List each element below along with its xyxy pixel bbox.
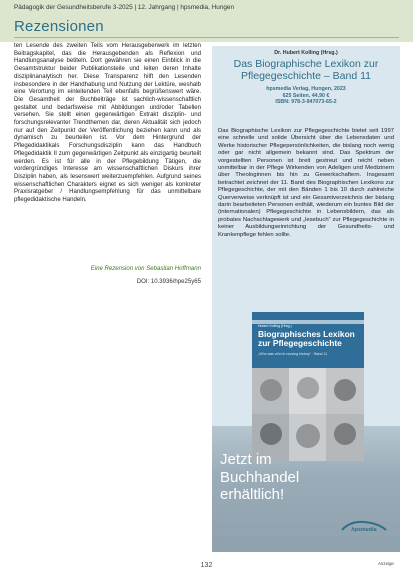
ad-label: Anzeige [378,561,394,566]
journal-info: Pädagogik der Gesundheitsberufe 3-2025 | 12. Jahrgang | hpsmedia, Hungen [14,4,235,11]
hpsmedia-logo [340,519,388,533]
book-advertisement [212,46,400,552]
review-text-column [14,43,201,205]
ad-title-line: Das Biographische Lexikon zur [233,58,379,70]
review-paragraph: ten Lesende des zweiten Teils vom Herausgeberwerk im letzten Beitragskapitel, das die Herausgebenden als Reflexion und Handlungsanalyse betiteln. Dort gewähren sie einen Einblick in die Gesamtstruktur beider Publikationsteile und leiten deren Inhalte disziplinanalytisch her. Diese Transparenz hilft den Lesenden insbesondere in der Handhabung und Nutzung der Lektüre, weshalb eine Verortung im einleitenden Teil ebenfalls begrüßenswert wäre. Die Gesamtheit der Buchbeiträge ist sachlich-wissenschaftlich gestaltet und bedarfsweise mit Abbildungen und/oder Tabellen versehen. Sie stellt einen gegenwärtigen Extrakt disziplin- und forschungsrelevanter Trendthemen dar, deren Aktualität sich jedoch nur auf den Zeitpunkt der Veröffentlichung beziehen kann und als dynamisch zu beurteilen ist. Vor dem Hintergrund der Pflegedidaktikals Forschungsdisziplin kann das Handbuch Pflegedidaktik II zum gegenwärtigen Zeitpunkt als einzigartig beurteilt werden. Es ist für alle in der Pflegebildung Tätigen, die vordergründiges Interesse am wissenschaftlichen Diskurs ihrer Disziplin haben, als lesenswert weiterzuempfehlen. Aufgrund seines wissenschaftlichen Charakters eignet es sich weniger als konkreter Praxisratgeber / Handlungsempfehlung für das unmittelbare pflegedidaktische Handeln. [14,43,201,204]
book-cover [252,312,364,461]
ad-title-line: Pflegegeschichte – Band 11 [241,69,371,82]
cta-line: Buchhandel [220,468,300,486]
page-header [0,0,413,42]
ad-publisher: hpsmedia Verlag, Hungen, 2023 [266,86,346,92]
ad-editor: Dr. Hubert Kolling (Hrsg.) [274,50,338,56]
book-cover-title [258,330,360,348]
book-cover-editor: Hubert Kolling (Hrsg.) [258,324,292,328]
book-cover-title-line: Biographisches Lexikon [258,329,355,339]
ad-description: Das Biographische Lexikon zur Pflegegeschichte bietet seit 1997 eine schnelle und solide Übersicht über die Lebensdaten und Werke historischer Pflegepersönlichkeiten, die bislang noch wenig oder gar nicht allgemein bekannt sind. Das Spektrum der vorgestellten Personen ist breit gestreut und reicht neben unmittelbar in der Pflege Wirkenden von Adeligen und Medizinern über Theologinnen bis hin zu Gewerkschaftern. Insgesamt betrachtet zeichnet der 11. Band des Biographischen Lexikons zur Pflegegeschichte, der mit den Bänden 1 bis 10 durch zahlreiche Querverweise verknüpft ist und ein Gesamtverzeichnis der bislang darin bearbeiteten Personen enthält, wiederum ein buntes Bild der (internationalen) Pflegegeschichte in Lebensbildern, das als probates Nachschlagewerk und „lesebuch“ zur Pflegegeschichte in keiner Ausbildungseinrichtung der Gesundheits- und Krankenpflege fehlen sollte. [218,128,394,238]
ad-isbn: ISBN: 978-3-947073-65-2 [275,99,337,106]
book-cover-subtitle: „Who was who in nursing history“ · Band 11 [258,352,328,356]
ad-publication-details [212,86,400,106]
header-divider [14,37,399,38]
cta-line: Jetzt im [220,451,272,468]
book-cover-portraits [252,368,364,461]
ad-title [212,59,400,82]
logo-text: hpsmedia [351,527,377,533]
review-author: Eine Rezension von Sebastian Hoffmann [90,266,201,272]
cta-line: erhältlich! [220,486,285,503]
page-number: 132 [200,562,213,569]
section-title: Rezensionen [14,18,104,35]
ad-pages-price: 625 Seiten, 44,90 € [282,92,330,99]
book-cover-title-line: zur Pflegegeschichte [258,338,342,349]
ad-call-to-action [212,451,400,504]
review-doi: DOI: 10.3936/hpe25y65 [136,279,201,285]
